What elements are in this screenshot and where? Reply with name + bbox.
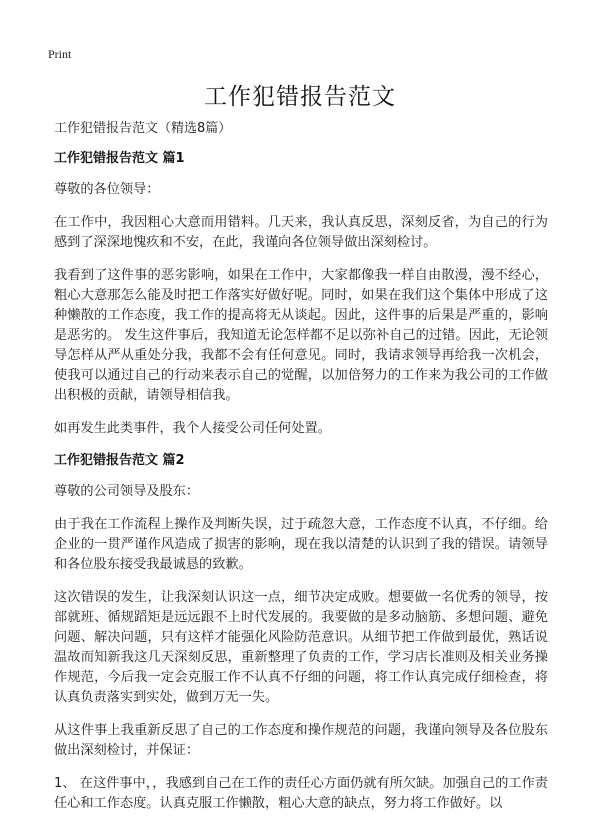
section-heading: 工作犯错报告范文 篇2 xyxy=(54,453,185,468)
paragraph: 我看到了这件事的恶劣影响，如果在工作中，大家都像我一样自由散漫，漫不经心，粗心大意那怎么能及时把工作落实好做好呢。同时，如果在我们这个集体中形成了这种懒散的工作态度，我工作的提高将无从谈起。因此，这件事的后果是严重的，影响是恶劣的。 发生这件事后，我知道无论怎样都不足以弥补自己的过错。因此，无论领导怎样从严从重处分我，我都不会有任何意见。同时，我请求领导再给我一次机会，使我可以通过自己的行动来表示自己的觉醒，以加倍努力的工作来为我公司的工作做出积极的贡献，请领导相信我。 xyxy=(54,268,548,403)
document-body xyxy=(54,120,548,827)
print-label[interactable]: Print xyxy=(48,47,72,61)
paragraph: 在工作中，我因粗心大意而用错料。几天来，我认真反思，深刻反省，为自己的行为感到了深深地愧疚和不安，在此，我谨向各位领导做出深刻检讨。 xyxy=(54,215,548,250)
salutation: 尊敬的公司领导及股东： xyxy=(54,484,200,499)
section-heading: 工作犯错报告范文 篇1 xyxy=(54,151,185,166)
paragraph: 从这件事上我重新反思了自己的工作态度和操作规范的问题，我谨向领导及各位股东做出深刻检讨，并保证： xyxy=(54,723,548,758)
paragraph: 1、 在这件事中，，我感到自己在工作的责任心方面仍就有所欠缺。加强自己的工作责任心和工作态度。认真克服工作懒散，粗心大意的缺点，努力将工作做好。以 xyxy=(54,776,548,811)
document-subtitle: 工作犯错报告范文（精选8篇） xyxy=(54,121,232,136)
paragraph: 如再发生此类事件，我个人接受公司任何处置。 xyxy=(54,421,331,436)
paragraph: 这次错误的发生，让我深刻认识这一点，细节决定成败。想要做一名优秀的领导，按部就班、循规蹈矩是远远跟不上时代发展的。我要做的是多动脑筋、多想问题、避免问题、解决问题，只有这样才能强化风险防范意识。从细节把工作做到最优，熟话说温故而知新我这几天深刻反思，重新整理了负责的工作，学习店长准则及相关业务操作规范，今后我一定会克服工作不认真不仔细的问题，将工作认真完成仔细检查，将认真负责落实到实处，做到万无一失。 xyxy=(54,590,548,705)
page-title: 工作犯错报告范文 xyxy=(204,84,396,110)
salutation: 尊敬的各位领导： xyxy=(54,182,160,197)
paragraph: 由于我在工作流程上操作及判断失误，过于疏忽大意，工作态度不认真，不仔细。给企业的一贯严谨作风造成了损害的影响，现在我以清楚的认识到了我的错误。请领导和各位股东接受我最诚恳的致歉。 xyxy=(54,517,548,572)
